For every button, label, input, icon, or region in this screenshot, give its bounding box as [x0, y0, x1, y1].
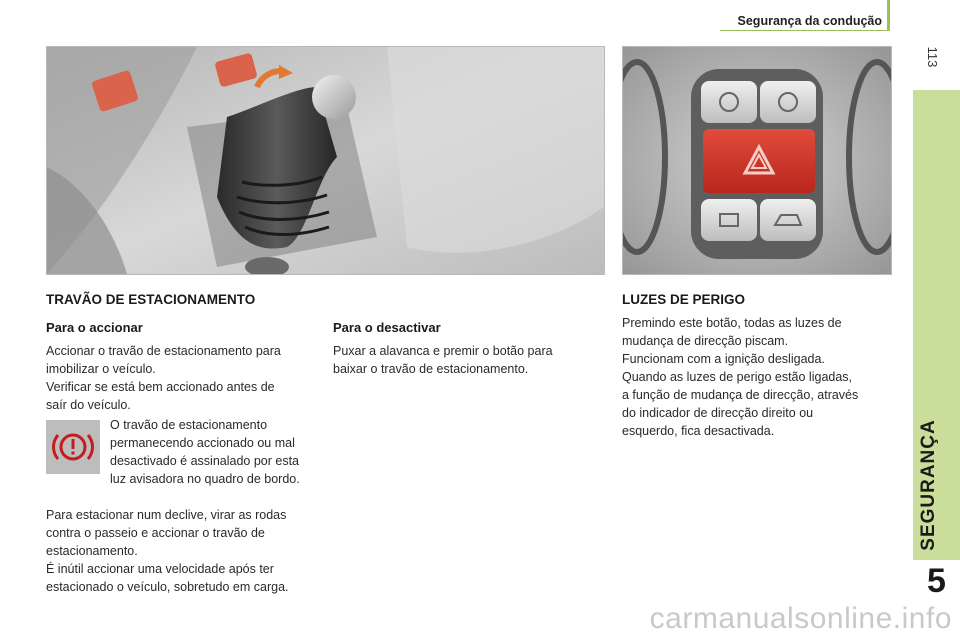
page-header-title: Segurança da condução: [737, 14, 882, 28]
text-line: estacionamento.: [46, 544, 138, 558]
text-line: imobilizar o veículo.: [46, 362, 156, 376]
chapter-label: SEGURANÇA: [918, 419, 939, 551]
text-line: É inútil accionar uma velocidade após ter: [46, 562, 274, 576]
text-line: estacionado o veículo, sobretudo em carga.: [46, 580, 289, 594]
text-line: luz avisadora no quadro de bordo.: [110, 472, 300, 486]
apply-brake-subheading: Para o accionar: [46, 320, 143, 335]
text-line: baixar o travão de estacionamento.: [333, 362, 529, 376]
hazard-switch-illustration: [623, 47, 891, 274]
text-line: a função de mudança de direcção, através: [622, 388, 859, 402]
apply-brake-text: [46, 342, 316, 414]
text-line: desactivado é assinalado por esta: [110, 454, 300, 468]
slope-parking-note: [46, 506, 321, 596]
page-number: 113: [925, 46, 940, 68]
release-brake-subheading: Para o desactivar: [333, 320, 441, 335]
hazard-lights-text: [622, 314, 892, 440]
text-line: esquerdo, fica desactivada.: [622, 424, 775, 438]
text-line: Accionar o travão de estacionamento para: [46, 344, 281, 358]
parking-brake-lever-illustration: [47, 47, 604, 274]
brake-warning-icon-graphic: [46, 420, 100, 474]
parking-brake-heading: TRAVÃO DE ESTACIONAMENTO: [46, 292, 256, 307]
header-divider: [720, 30, 888, 31]
hazard-switch-photo: [622, 46, 892, 275]
text-line: mudança de direcção piscam.: [622, 334, 789, 348]
chapter-number: 5: [927, 562, 946, 600]
text-line: Puxar a alavanca e premir o botão para: [333, 344, 553, 358]
text-line: O travão de estacionamento: [110, 418, 268, 432]
text-line: Premindo este botão, todas as luzes de: [622, 316, 842, 330]
text-line: Verificar se está bem accionado antes de: [46, 380, 275, 394]
brake-warning-text: [110, 416, 320, 488]
watermark: carmanualsonline.info: [649, 602, 952, 635]
text-line: permanecendo accionado ou mal: [110, 436, 295, 450]
header-accent-bar: [887, 0, 890, 31]
parking-brake-lever-photo: [46, 46, 605, 275]
text-line: saír do veículo.: [46, 398, 131, 412]
hazard-lights-heading: LUZES DE PERIGO: [622, 292, 746, 307]
text-line: Quando as luzes de perigo estão ligadas,: [622, 370, 853, 384]
text-line: contra o passeio e accionar o travão de: [46, 526, 265, 540]
text-line: do indicador de direcção direito ou: [622, 406, 814, 420]
text-line: Funcionam com a ignição desligada.: [622, 352, 825, 366]
text-line: Para estacionar num declive, virar as rodas: [46, 508, 287, 522]
brake-warning-icon: [46, 420, 100, 474]
release-brake-text: [333, 342, 598, 378]
